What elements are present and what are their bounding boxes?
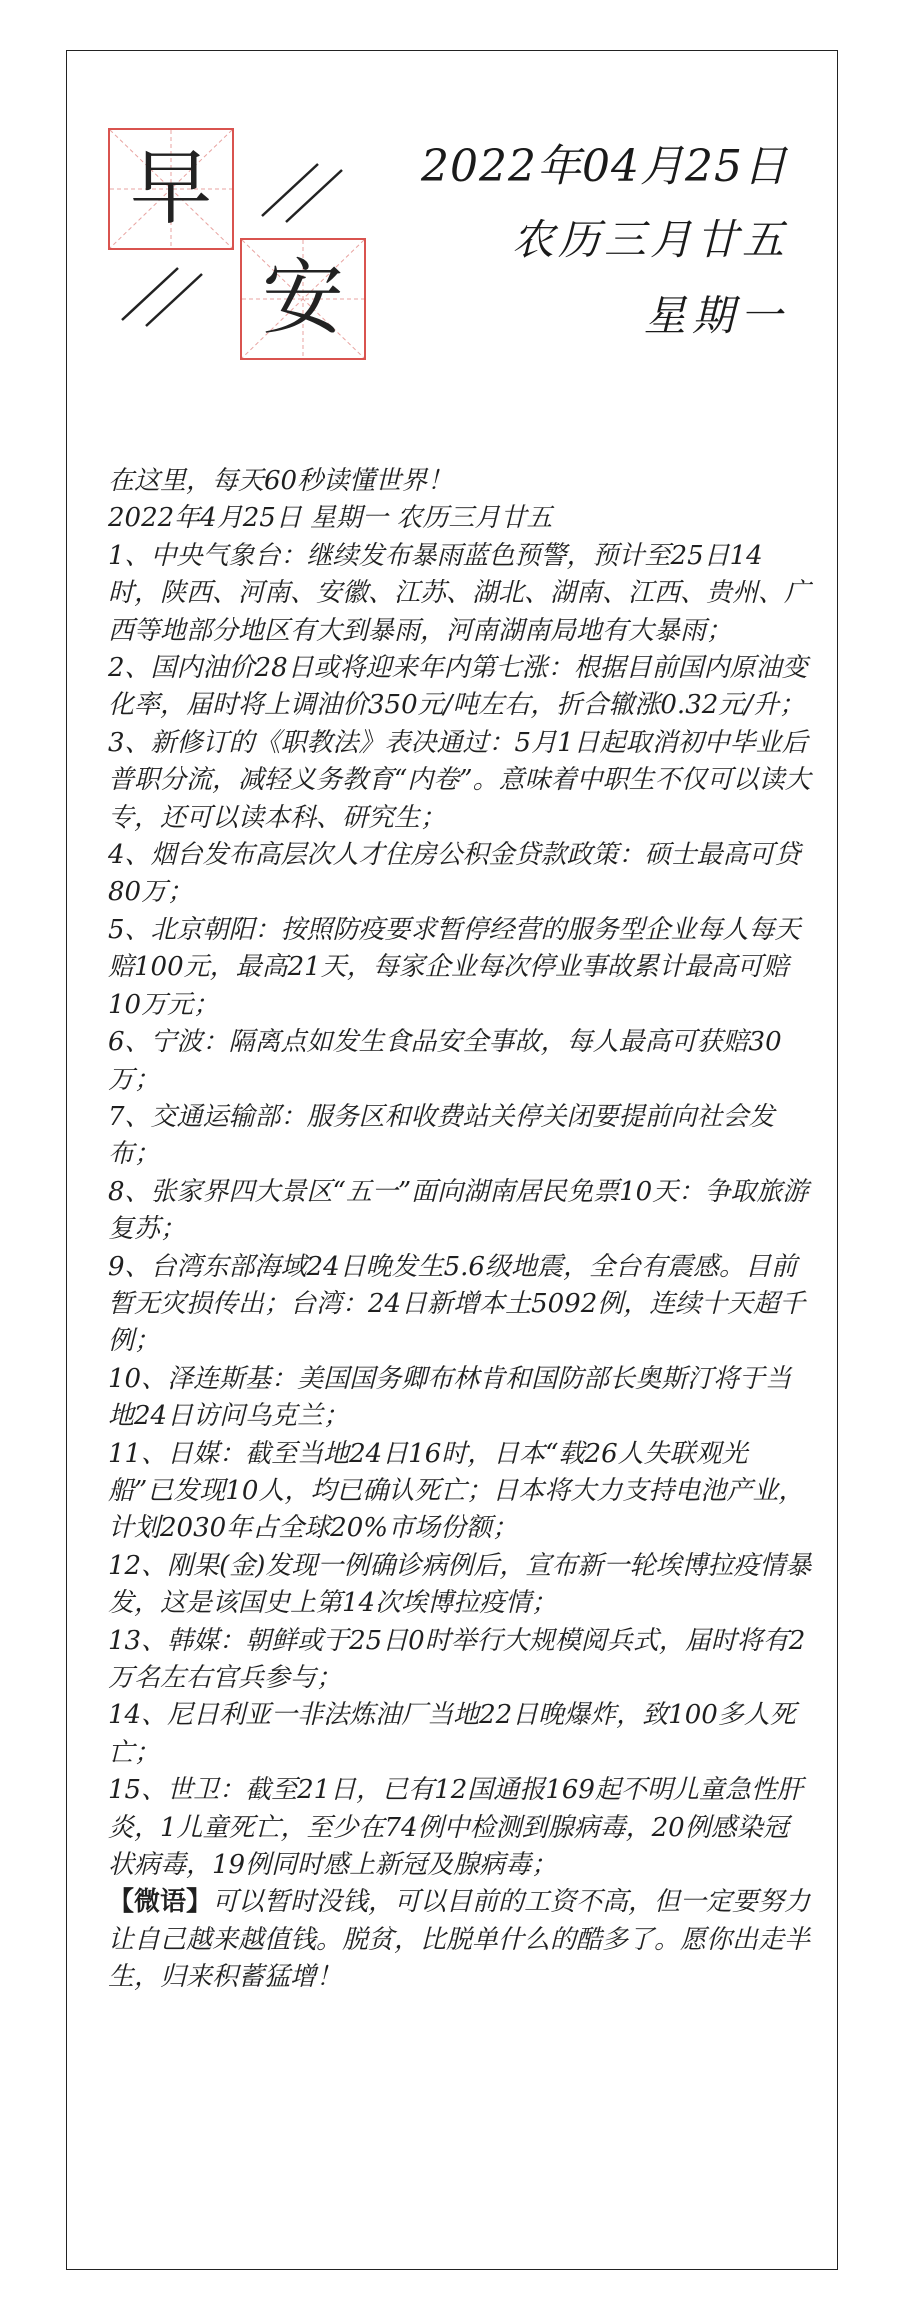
news-item: 13、韩媒：朝鲜或于25日0时举行大规模阅兵式，届时将有2万名左右官兵参与；	[108, 1625, 806, 1693]
date-line: 2022年4月25日 星期一 农历三月廿五	[108, 503, 553, 534]
intro-line: 在这里，每天60秒读懂世界！	[108, 466, 454, 496]
date-gregorian: 2022年04月25日	[421, 141, 788, 192]
news-item: 2、国内油价28日或将迎来年内第七涨：根据目前国内原油变化率，届时将上调油价350元/吨左右，折合辙涨0.32元/升；	[108, 653, 808, 721]
quote-paragraph	[108, 1884, 812, 1996]
news-body	[108, 463, 812, 1997]
news-item: 3、新修订的《职教法》表决通过：5月1日起取消初中毕业后普职分流，减轻义务教育“内卷”。意味着中职生不仅可以读大专，还可以读本科、研究生；	[108, 727, 811, 833]
news-item: 14、尼日利亚一非法炼油厂当地22日晚爆炸，致100多人死亡；	[108, 1700, 796, 1768]
date-lunar: 农历三月廿五	[511, 215, 788, 264]
grid-box-an	[240, 238, 366, 360]
news-item: 10、泽连斯基：美国国务卿布林肯和国防部长奥斯汀将于当地24日访问乌克兰；	[108, 1363, 792, 1432]
news-item: 1、中央气象台：继续发布暴雨蓝色预警，预计至25日14时，陕西、河南、安徽、江苏、湖北、湖南、江西、贵州、广西等地部分地区有大到暴雨，河南湖南局地有大暴雨；	[108, 540, 811, 646]
calligraphy-char-an: 安	[261, 251, 344, 346]
news-item: 15、世卫：截至21日，已有12国通报169起不明儿童急性肝炎，1儿童死亡，至少在74例中检测到腺病毒，20例感染冠状病毒，19例同时感上新冠及腺病毒；	[108, 1775, 803, 1881]
quote-label: 【微语】	[108, 1887, 213, 1918]
news-item: 5、北京朝阳：按照防疫要求暂停经营的服务型企业每人每天赔100元，最高21天，每家企业每次停业事故累计最高可赔10万元；	[108, 914, 801, 1020]
news-item: 7、交通运输部：服务区和收费站关停关闭要提前向社会发布；	[108, 1101, 775, 1170]
news-item: 12、刚果(金)发现一例确诊病例后，宣布新一轮埃博拉疫情暴发，这是该国史上第14次埃博拉疫情；	[108, 1550, 812, 1619]
news-item: 4、烟台发布高层次人才住房公积金贷款政策：硕士最高可贷80万；	[108, 840, 801, 908]
decorative-slashes-bottom	[118, 262, 208, 332]
calligraphy-char-zao: 早	[129, 141, 212, 236]
news-item: 6、宁波：隔离点如发生食品安全事故，每人最高可获赔30万；	[108, 1027, 782, 1095]
decorative-slashes-top	[258, 158, 348, 228]
news-item: 8、张家界四大景区“五一”面向湖南居民免票10天：争取旅游复苏；	[108, 1176, 809, 1245]
news-item: 9、台湾东部海域24日晚发生5.6级地震，全台有震感。目前暂无灾损传出；台湾：24日新增本土5092例，连续十天超千例；	[108, 1251, 806, 1357]
grid-box-zao	[108, 128, 234, 250]
news-item: 11、日媒：截至当地24日16时，日本“载26人失联观光船”已发现10人，均已确认死亡；日本将大力支持电池产业，计划2030年占全球20%市场份额；	[108, 1438, 805, 1544]
quote-text: 可以暂时没钱，可以目前的工资不高，但一定要努力让自己越来越值钱。脱贫，比脱单什么的酷多了。愿你出走半生，归来积蓄猛增！	[108, 1887, 811, 1993]
weekday: 星期一	[643, 291, 788, 340]
date-block	[421, 132, 788, 354]
